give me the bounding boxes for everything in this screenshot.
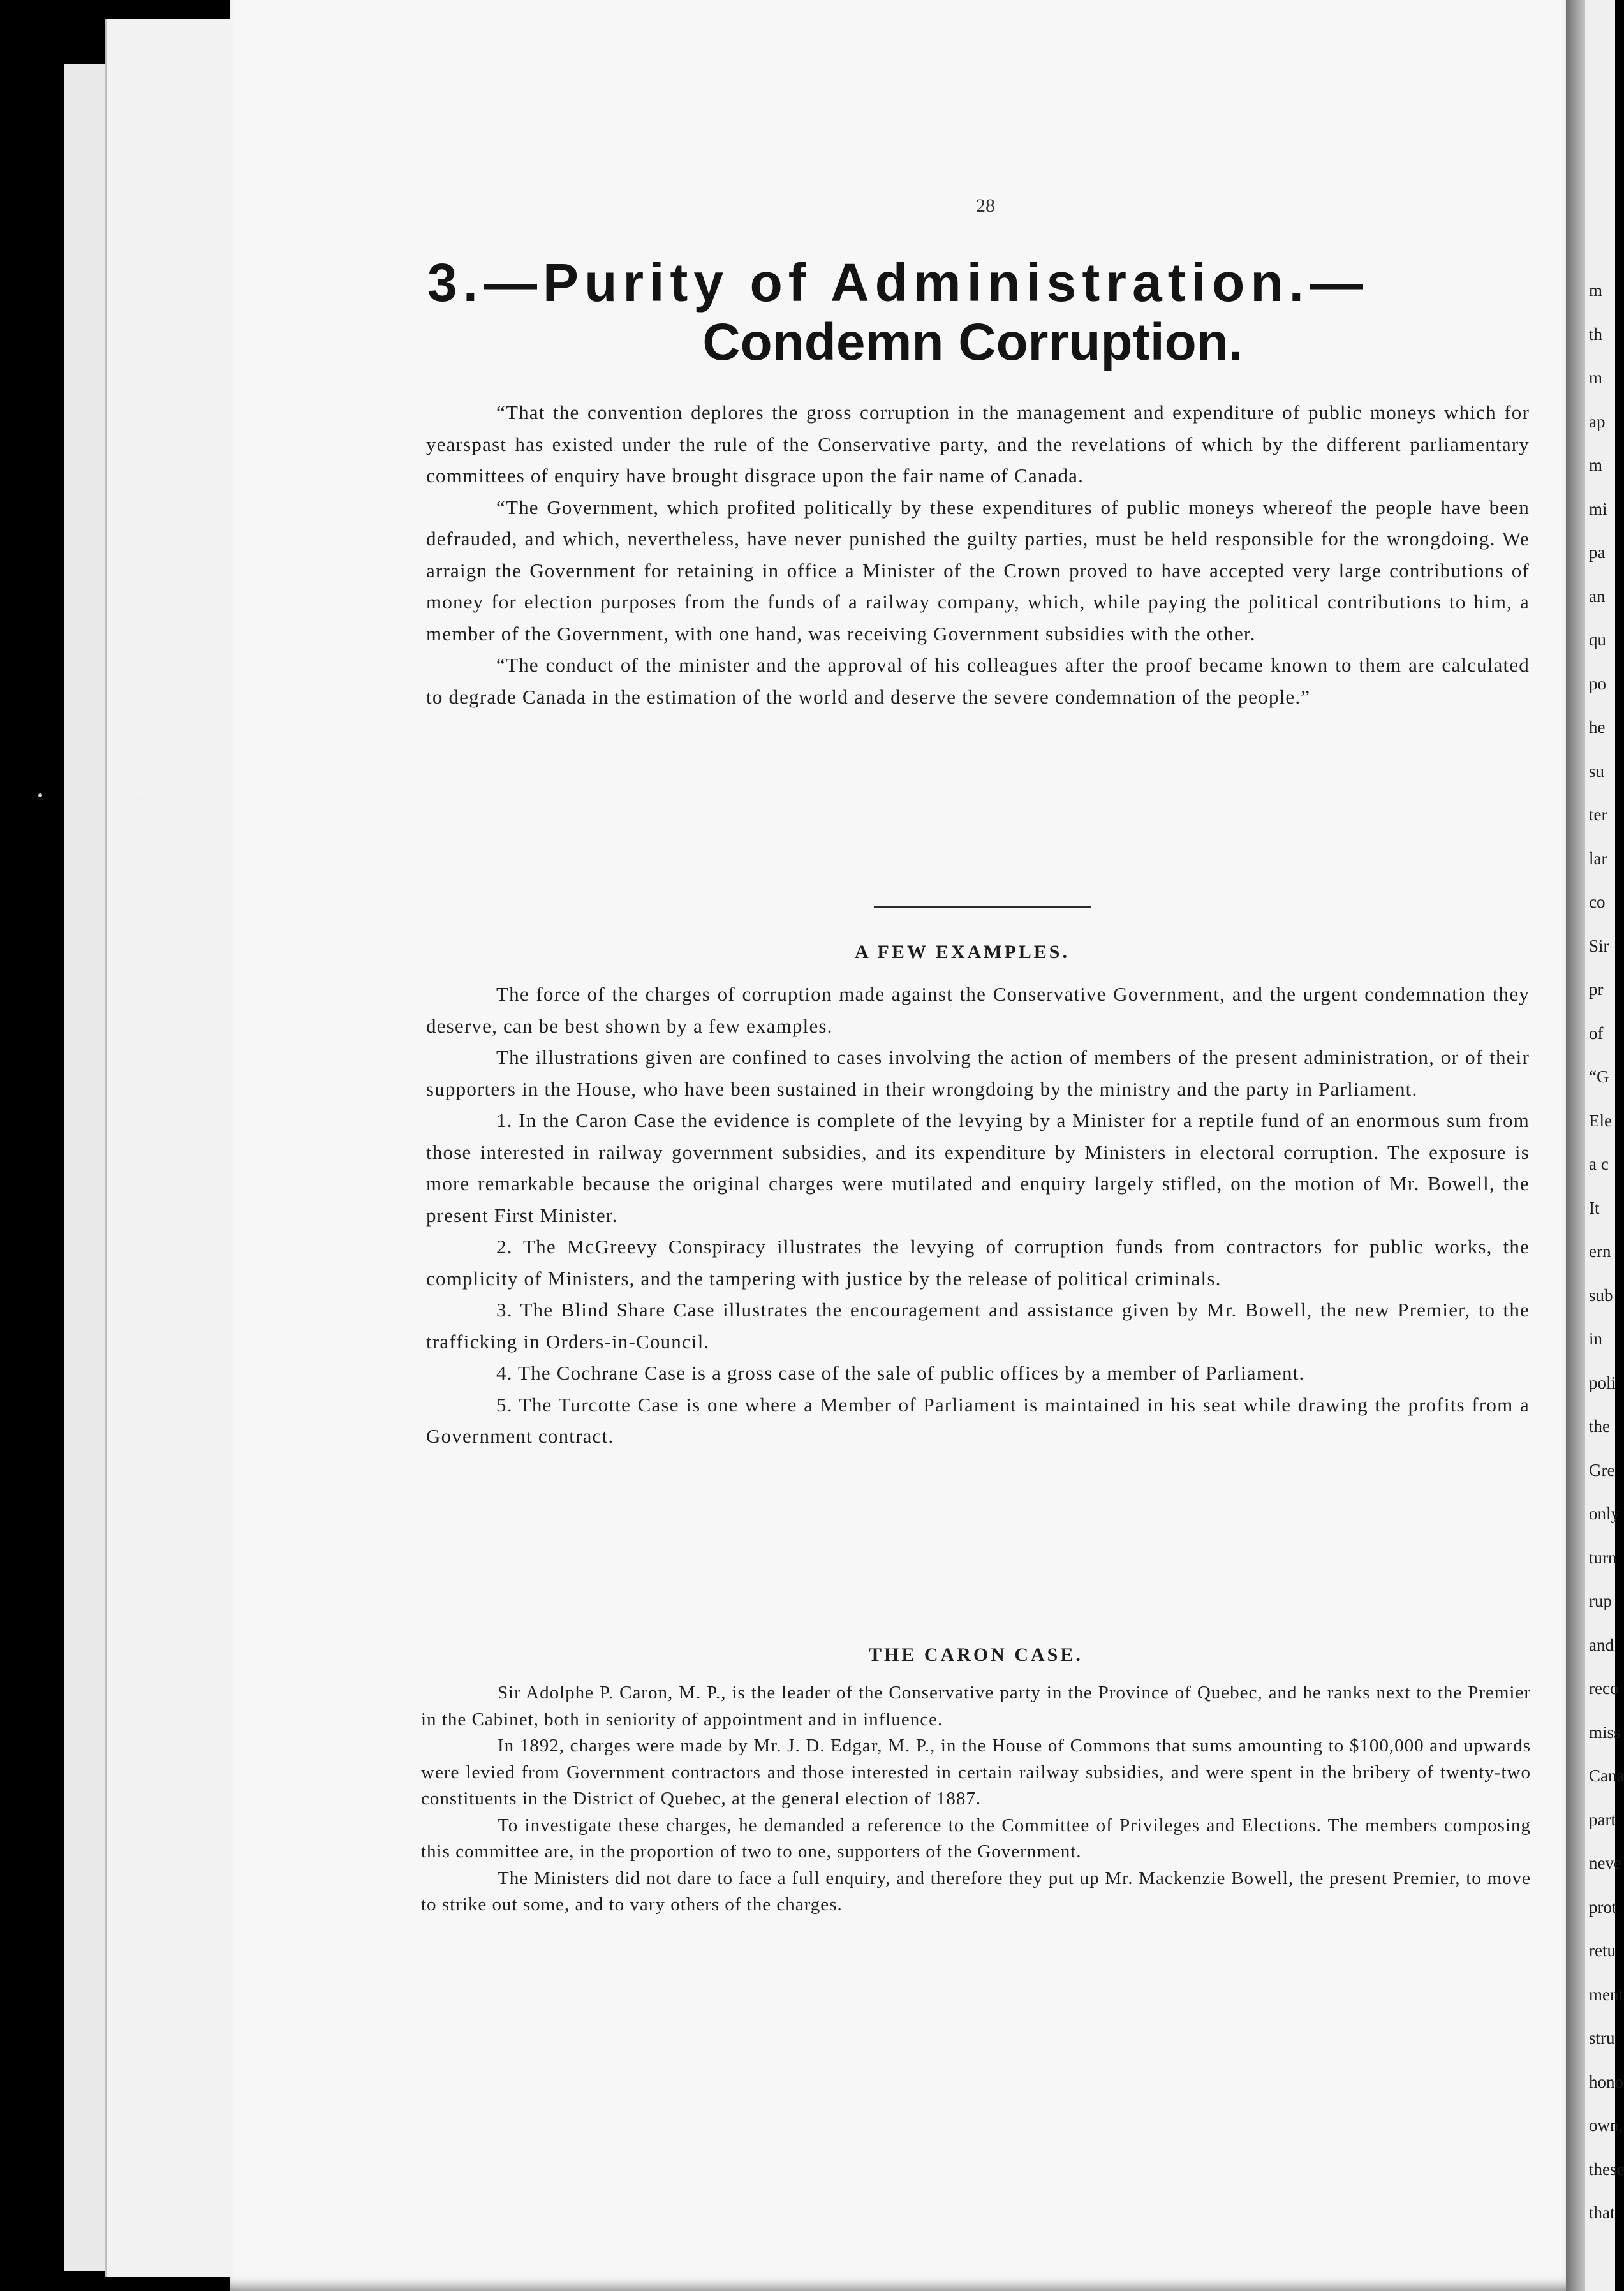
facing-page-text-fragment: and <box>1589 1635 1614 1654</box>
facing-page-text-fragment: neve <box>1589 1853 1621 1873</box>
facing-page-text-fragment: poli <box>1589 1373 1616 1392</box>
caron-case-text <box>421 1680 1531 1919</box>
facing-page-text-fragment: turn <box>1589 1547 1617 1567</box>
facing-page-text-fragment: “G <box>1589 1067 1609 1086</box>
facing-page-text-fragment: pr <box>1589 980 1604 999</box>
examples-list-item: 1. In the Caron Case the evidence is complete of the levying by a Minister for a reptile fund of an enormous sum from those interested in railway government subsidies, and its expenditure by Ministers in electoral corruption. The exposure is more remarkable because the original charges were mutilated and enquiry largely stifled, on the motion of Mr. Bowell, the present First Minister. <box>426 1109 1530 1227</box>
facing-page-text-fragment: It <box>1589 1198 1600 1218</box>
facing-page-text-fragment: th <box>1589 324 1603 344</box>
facing-page-text-fragment: ap <box>1589 411 1606 431</box>
facing-page-text-fragment: he <box>1589 718 1606 737</box>
examples-paragraph: The force of the charges of corruption made against the Conservative Government, and the urgent condemnation they deserve, can be best shown by a few examples. <box>426 983 1530 1037</box>
facing-page-text-fragment: m <box>1589 368 1603 387</box>
resolution-paragraph: “That the convention deplores the gross corruption in the management and expenditure of public moneys which for yearspast has existed under the rule of the Conservative party, and the revelations of which by the different parliamentary committees of enquiry have brought disgrace upon the fair name of Canada. <box>426 401 1530 487</box>
caron-paragraph: Sir Adolphe P. Caron, M. P., is the leader of the Conservative party in the Province of Quebec, and he ranks next to the Premier in the Cabinet, both in seniority of appointment and in influence. <box>421 1683 1531 1730</box>
examples-paragraph: The illustrations given are confined to cases involving the action of members of the present administration, or of their supporters in the House, who have been sustained in their wrongdoing by the ministry and the party in Parliament. <box>426 1046 1530 1100</box>
facing-page-text-fragment: rup <box>1589 1591 1612 1610</box>
title-line-2: Condemn Corruption. <box>702 313 1243 371</box>
facing-page-text-fragment: retu <box>1589 1941 1616 1960</box>
facing-page-text-fragment: an <box>1589 586 1606 606</box>
facing-page-text-fragment: lar <box>1589 848 1607 868</box>
examples-list-item: 4. The Cochrane Case is a gross case of the sale of public offices by a member of Parliament. <box>496 1362 1305 1384</box>
facing-page-text-fragment: miss <box>1589 1722 1621 1742</box>
facing-page-text-fragment: hono <box>1589 2072 1623 2091</box>
examples-text <box>426 978 1530 1452</box>
facing-page-text-fragment: m <box>1589 455 1603 475</box>
examples-list-item: 3. The Blind Share Case illustrates the encouragement and assistance given by Mr. Bowell, the new Premier, to the trafficking in Orders-in-Council. <box>426 1299 1530 1353</box>
caron-paragraph: To investigate these charges, he demanded a reference to the Committee of Privileges and Elections. The members composing this committee are, in the proportion of two to one, supporters of the Government. <box>421 1815 1531 1862</box>
facing-page-text-fragment: pa <box>1589 543 1606 562</box>
facing-page-text-fragment: ment <box>1589 1984 1623 2004</box>
section-divider <box>874 906 1091 908</box>
section-heading-caron-case: THE CARON CASE. <box>869 1644 1083 1665</box>
facing-page-text-fragment: reco <box>1589 1679 1619 1698</box>
facing-page-text-fragment: ter <box>1589 805 1607 824</box>
facing-page-text-fragment: part <box>1589 1809 1616 1829</box>
facing-page-text-fragment: of <box>1589 1023 1604 1043</box>
facing-page-text-fragment: po <box>1589 674 1606 693</box>
examples-list-item: 2. The McGreevy Conspiracy illustrates the levying of corruption funds from contractors for public works, the complicity of Ministers, and the tampering with justice by the release of political criminals. <box>426 1235 1530 1290</box>
scan-speck <box>137 796 143 802</box>
facing-page-text-fragment: that <box>1589 2203 1615 2222</box>
facing-page-text-fragment: own, <box>1589 2116 1623 2135</box>
facing-page-fragment <box>1585 0 1624 2291</box>
facing-page-text-fragment: sub <box>1589 1285 1613 1305</box>
facing-page-text-fragment: Ele <box>1589 1110 1612 1130</box>
facing-page-text-fragment: Sir <box>1589 936 1609 955</box>
facing-page-text-fragment: Cana <box>1589 1766 1624 1785</box>
facing-page-text-fragment: only <box>1589 1504 1620 1523</box>
page-number: 28 <box>976 195 995 216</box>
facing-page-text-fragment: su <box>1589 761 1605 781</box>
title-line-1: 3.—Purity of Administration.— <box>427 253 1369 313</box>
facing-page-text-fragment: these <box>1589 2159 1624 2179</box>
facing-page-text-fragment: a c <box>1589 1154 1609 1174</box>
facing-page-text-fragment: Gre <box>1589 1460 1615 1480</box>
facing-page-text-fragment: mi <box>1589 499 1607 519</box>
facing-page-text-fragment: prot <box>1589 1897 1617 1917</box>
facing-page-text-fragment: stru <box>1589 2028 1615 2047</box>
facing-page-text-fragment: m <box>1589 281 1603 300</box>
facing-page-text-fragment: in <box>1589 1329 1603 1348</box>
resolution-paragraph: “The Government, which profited politically by these expenditures of public moneys whereof the people have been defrauded, and which, nevertheless, have never punished the guilty parties, must be held responsible for the wrongdoing. We arraign the Government for retaining in office a Minister of the Crown proved to have accepted very large contributions of money for election purposes from the funds of a railway company, which, while paying the political contributions to him, a member of the Government, with one hand, was receiving Government subsidies with the other. <box>426 496 1530 645</box>
caron-paragraph: The Ministers did not dare to face a full enquiry, and therefore they put up Mr. Mackenzie Bowell, the present Premier, to move to strike out some, and to vary others of the charges. <box>421 1867 1531 1915</box>
scan-speck <box>38 793 42 797</box>
facing-page-text-fragment: co <box>1589 892 1606 911</box>
facing-page-text-fragment: qu <box>1589 630 1606 649</box>
resolution-text <box>426 397 1530 712</box>
section-heading-examples: A FEW EXAMPLES. <box>855 941 1070 962</box>
caron-paragraph: In 1892, charges were made by Mr. J. D. Edgar, M. P., in the House of Commons that sums amounting to $100,000 and upwards were levied from Government contractors and those interested in certain railway subsidies, and were spent in the bribery of twenty-two constituents in the District of Quebec, at the general election of 1887. <box>421 1735 1531 1809</box>
examples-list-item: 5. The Turcotte Case is one where a Member of Parliament is maintained in his seat while drawing the profits from a Government contract. <box>426 1393 1530 1447</box>
page-title <box>427 252 1537 372</box>
resolution-paragraph: “The conduct of the minister and the approval of his colleagues after the proof became known to them are calculated to degrade Canada in the estimation of the world and deserve the severe condemnation of the people.” <box>426 654 1530 708</box>
facing-page-text-fragment: ern <box>1589 1242 1611 1261</box>
facing-page-text-fragment: the <box>1589 1417 1610 1436</box>
page-stack-edge-inner <box>105 19 247 2277</box>
